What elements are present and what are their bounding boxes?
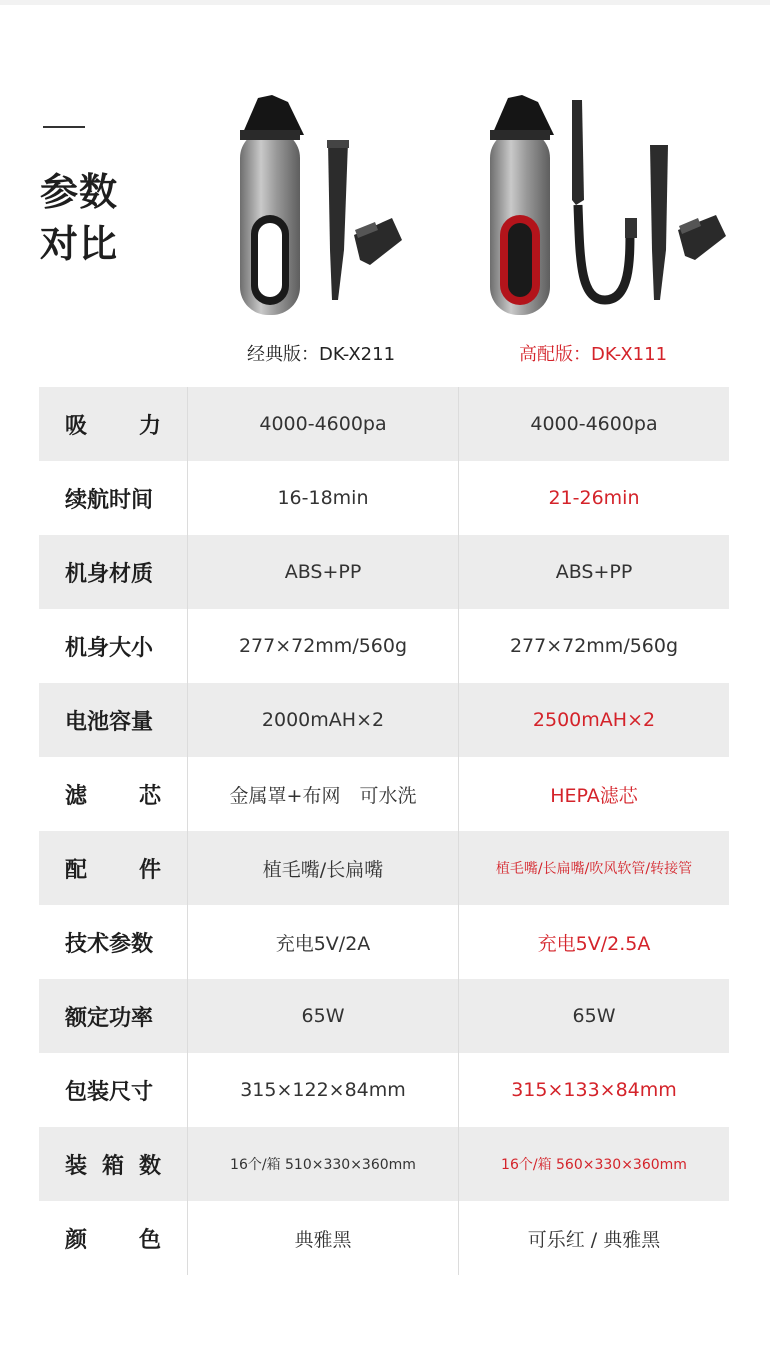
spec-label: 机身大小 xyxy=(65,635,154,661)
spec-label-char: 色 xyxy=(138,1227,161,1253)
table-row xyxy=(39,1053,729,1127)
spec-label-char: 装 xyxy=(65,1153,88,1179)
spec-value-premium: 65W xyxy=(458,979,729,1053)
spec-comparison-table xyxy=(39,387,729,1275)
spec-value-classic: 4000-4600pa xyxy=(187,387,458,461)
spec-value-premium: 植毛嘴/长扁嘴/吹风软管/转接管 xyxy=(458,831,729,905)
table-row xyxy=(39,905,729,979)
spec-label xyxy=(39,387,187,461)
spec-label: 技术参数 xyxy=(65,931,154,957)
table-row xyxy=(39,535,729,609)
spec-value-premium: HEPA滤芯 xyxy=(458,757,729,831)
spec-value-classic: 16-18min xyxy=(187,461,458,535)
spec-label-char: 数 xyxy=(138,1153,161,1179)
spec-value-premium: 可乐红 / 典雅黑 xyxy=(458,1201,729,1275)
spec-label-char: 配 xyxy=(65,857,88,883)
table-row xyxy=(39,1201,729,1275)
spec-label xyxy=(39,757,187,831)
spec-value-classic: 277×72mm/560g xyxy=(187,609,458,683)
spec-label: 续航时间 xyxy=(65,487,154,513)
model-label-classic: 经典版：DK-X211 xyxy=(246,344,396,365)
page-title-line2: 对比 xyxy=(40,222,119,266)
spec-label xyxy=(39,831,187,905)
spec-value-classic: ABS+PP xyxy=(187,535,458,609)
spec-label: 包装尺寸 xyxy=(65,1079,154,1105)
spec-label: 额定功率 xyxy=(65,1005,154,1031)
spec-value-classic: 2000mAH×2 xyxy=(187,683,458,757)
table-row xyxy=(39,683,729,757)
table-row xyxy=(39,387,729,461)
spec-label-char: 件 xyxy=(138,857,161,883)
spec-value-premium: 充电5V/2.5A xyxy=(458,905,729,979)
spec-label-char: 颜 xyxy=(65,1227,88,1253)
spec-label-text xyxy=(65,853,161,884)
spec-value-classic: 典雅黑 xyxy=(187,1201,458,1275)
table-row xyxy=(39,1127,729,1201)
spec-value-premium: 21-26min xyxy=(458,461,729,535)
spec-label-char: 吸 xyxy=(65,413,88,439)
page-title-line1: 参数 xyxy=(40,170,119,214)
product-image-classic xyxy=(220,90,470,320)
spec-value-classic: 315×122×84mm xyxy=(187,1053,458,1127)
title-decoration-line xyxy=(43,126,85,128)
spec-value-classic: 植毛嘴/长扁嘴 xyxy=(187,831,458,905)
spec-label xyxy=(39,1201,187,1275)
spec-value-premium: 2500mAH×2 xyxy=(458,683,729,757)
spec-label-char: 箱 xyxy=(101,1153,124,1179)
spec-label-text xyxy=(65,779,161,810)
spec-value-premium: 315×133×84mm xyxy=(458,1053,729,1127)
spec-value-classic: 65W xyxy=(187,979,458,1053)
table-row xyxy=(39,831,729,905)
spec-label-text xyxy=(65,409,161,440)
table-row xyxy=(39,461,729,535)
spec-label-text xyxy=(65,1149,161,1180)
spec-value-classic: 16个/箱 510×330×360mm xyxy=(187,1127,458,1201)
table-row xyxy=(39,609,729,683)
top-divider xyxy=(0,0,770,5)
spec-label: 电池容量 xyxy=(65,709,154,735)
page-title xyxy=(40,166,118,270)
spec-label xyxy=(39,1127,187,1201)
spec-label-char: 力 xyxy=(138,413,161,439)
product-image-premium xyxy=(480,90,740,320)
spec-value-premium: 16个/箱 560×330×360mm xyxy=(458,1127,729,1201)
spec-label-text xyxy=(65,1223,161,1254)
spec-value-premium: 277×72mm/560g xyxy=(458,609,729,683)
spec-label-char: 滤 xyxy=(65,783,88,809)
spec-label-char: 芯 xyxy=(138,783,161,809)
spec-label: 机身材质 xyxy=(65,561,154,587)
spec-value-classic: 金属罩+布网 可水洗 xyxy=(187,757,458,831)
table-row xyxy=(39,979,729,1053)
table-row xyxy=(39,757,729,831)
spec-value-classic: 充电5V/2A xyxy=(187,905,458,979)
model-label-premium: 高配版：DK-X111 xyxy=(518,344,668,365)
spec-value-premium: 4000-4600pa xyxy=(458,387,729,461)
spec-value-premium: ABS+PP xyxy=(458,535,729,609)
